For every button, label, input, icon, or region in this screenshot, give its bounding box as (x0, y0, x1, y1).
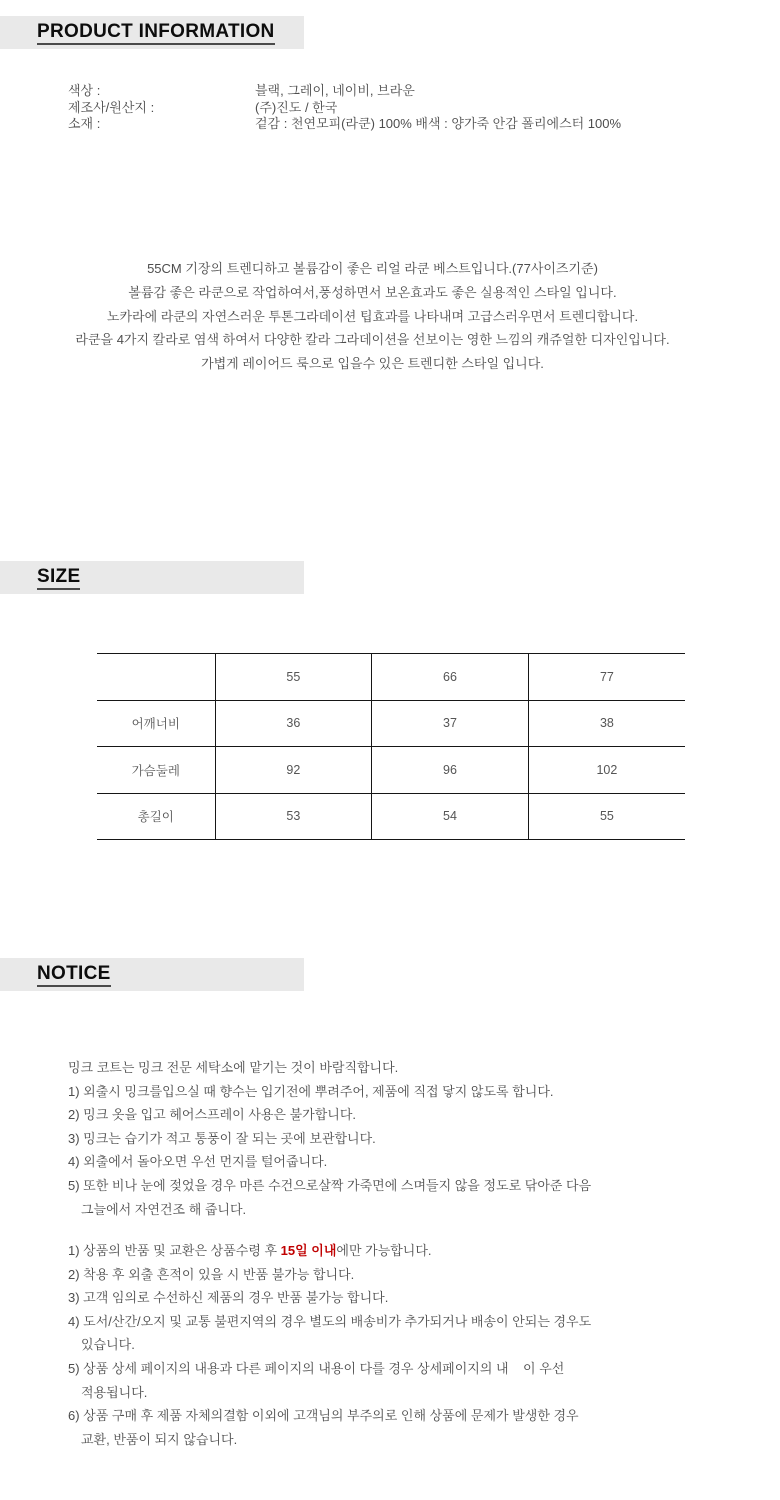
notice-line: 3) 밍크는 습기가 적고 통풍이 잘 되는 곳에 보관합니다. (68, 1130, 376, 1146)
size-table-cell: 어깨너비 (97, 700, 215, 747)
size-table (97, 653, 685, 840)
notice-line: 적용됩니다. (81, 1384, 148, 1400)
size-section-header (0, 561, 304, 594)
size-table-cell: 37 (372, 700, 529, 747)
spec-row-manufacturer (68, 100, 621, 117)
spec-label: 소재 : (68, 116, 101, 131)
size-table-cell: 55 (528, 793, 685, 840)
notice-line: 있습니다. (81, 1337, 135, 1353)
return-period-highlight: 15일 이내 (280, 1243, 337, 1258)
notice-title: NOTICE (37, 963, 111, 987)
size-table-cell: 77 (528, 654, 685, 701)
size-table-header-row (97, 654, 685, 701)
description-line: 볼륨감 좋은 라쿤으로 작업하여서,풍성하면서 보온효과도 좋은 실용적인 스타일 입니다. (128, 284, 617, 300)
size-table-row-chest (97, 747, 685, 794)
size-table-cell: 38 (528, 700, 685, 747)
spec-value: 겉감 : 천연모피(라쿤) 100% 배색 : 양가죽 안감 폴리에스터 100% (255, 116, 622, 131)
size-table-cell: 36 (215, 700, 372, 747)
notice-line: 5) 또한 비나 눈에 젖었을 경우 마른 수건으로살짝 가죽면에 스며들지 않을 정도로 닦아준 다음 (68, 1177, 592, 1193)
spec-value: (주)진도 / 한국 (255, 99, 338, 115)
spec-row-color (68, 83, 621, 100)
size-table-cell: 54 (372, 793, 529, 840)
notice-line: 밍크 코트는 밍크 전문 세탁소에 맡기는 것이 바람직합니다. (68, 1060, 399, 1075)
notice-line: 4) 도서/산간/오지 및 교통 불편지역의 경우 별도의 배송비가 추가되거나 배송이 안되는 경우도 (68, 1313, 592, 1329)
spec-row-material (68, 116, 621, 133)
product-description (0, 257, 745, 376)
product-information-title: PRODUCT INFORMATION (37, 21, 275, 45)
size-table-row-shoulder (97, 700, 685, 747)
size-table-cell: 102 (528, 747, 685, 794)
size-table-cell: 92 (215, 747, 372, 794)
notice-line-return-period (68, 1239, 591, 1263)
size-table-cell: 가슴둘레 (97, 747, 215, 794)
refund-policy (68, 1239, 591, 1451)
description-line: 55CM 기장의 트렌디하고 볼륨감이 좋은 리얼 라쿤 베스트입니다.(77사이즈기준) (147, 261, 598, 276)
size-table-cell: 53 (215, 793, 372, 840)
size-table-cell: 총길이 (97, 793, 215, 840)
notice-section-header (0, 958, 304, 991)
notice-line: 3) 고객 임의로 수선하신 제품의 경우 반품 불가능 합니다. (68, 1290, 389, 1306)
refund-intro-prefix: 1) 상품의 반품 및 교환은 상품수령 후 (68, 1243, 281, 1258)
care-instructions (68, 1056, 591, 1221)
product-information-section-header (0, 16, 304, 49)
notice-line: 4) 외출에서 돌아오면 우선 먼지를 털어줍니다. (68, 1154, 328, 1170)
spec-value: 블랙, 그레이, 네이비, 브라운 (255, 83, 415, 98)
notice-line: 2) 밍크 옷을 입고 헤어스프레이 사용은 불가합니다. (68, 1107, 357, 1123)
size-table-cell: 66 (372, 654, 529, 701)
size-table-row-length (97, 793, 685, 840)
description-line: 라쿤을 4가지 칼라로 염색 하여서 다양한 칼라 그라데이션을 선보이는 영한 느낌의 캐쥬얼한 디자인입니다. (75, 332, 670, 348)
notice-line: 2) 착용 후 외출 흔적이 있을 시 반품 불가능 합니다. (68, 1266, 355, 1282)
spec-label: 제조사/원산지 : (68, 99, 155, 115)
size-table-cell: 96 (372, 747, 529, 794)
size-table-cell (97, 654, 215, 701)
notice-line: 교환, 반품이 되지 않습니다. (81, 1431, 238, 1447)
size-title: SIZE (37, 566, 80, 590)
description-line: 노카라에 라쿤의 자연스러운 투톤그라데이션 팁효과를 나타내며 고급스러우면서 트렌디합니다. (106, 308, 639, 324)
notice-line: 6) 상품 구매 후 제품 자체의결함 이외에 고객님의 부주의로 인해 상품에 문제가 발생한 경우 (68, 1408, 579, 1424)
refund-intro-suffix: 에만 가능합니다. (336, 1243, 432, 1258)
notice-line: 1) 외출시 밍크를입으실 때 향수는 입기전에 뿌려주어, 제품에 직접 닿지 않도록 합니다. (68, 1083, 554, 1099)
spec-label: 색상 : (68, 83, 101, 98)
notice-line: 그늘에서 자연건조 해 줍니다. (81, 1201, 247, 1217)
product-spec-list (68, 83, 621, 133)
notice-line: 5) 상품 상세 페이지의 내용과 다른 페이지의 내용이 다를 경우 상세페이지의 내 이 우선 (68, 1360, 565, 1376)
size-table-cell: 55 (215, 654, 372, 701)
description-line: 가볍게 레이어드 룩으로 입을수 있은 트렌디한 스타일 입니다. (201, 356, 544, 372)
